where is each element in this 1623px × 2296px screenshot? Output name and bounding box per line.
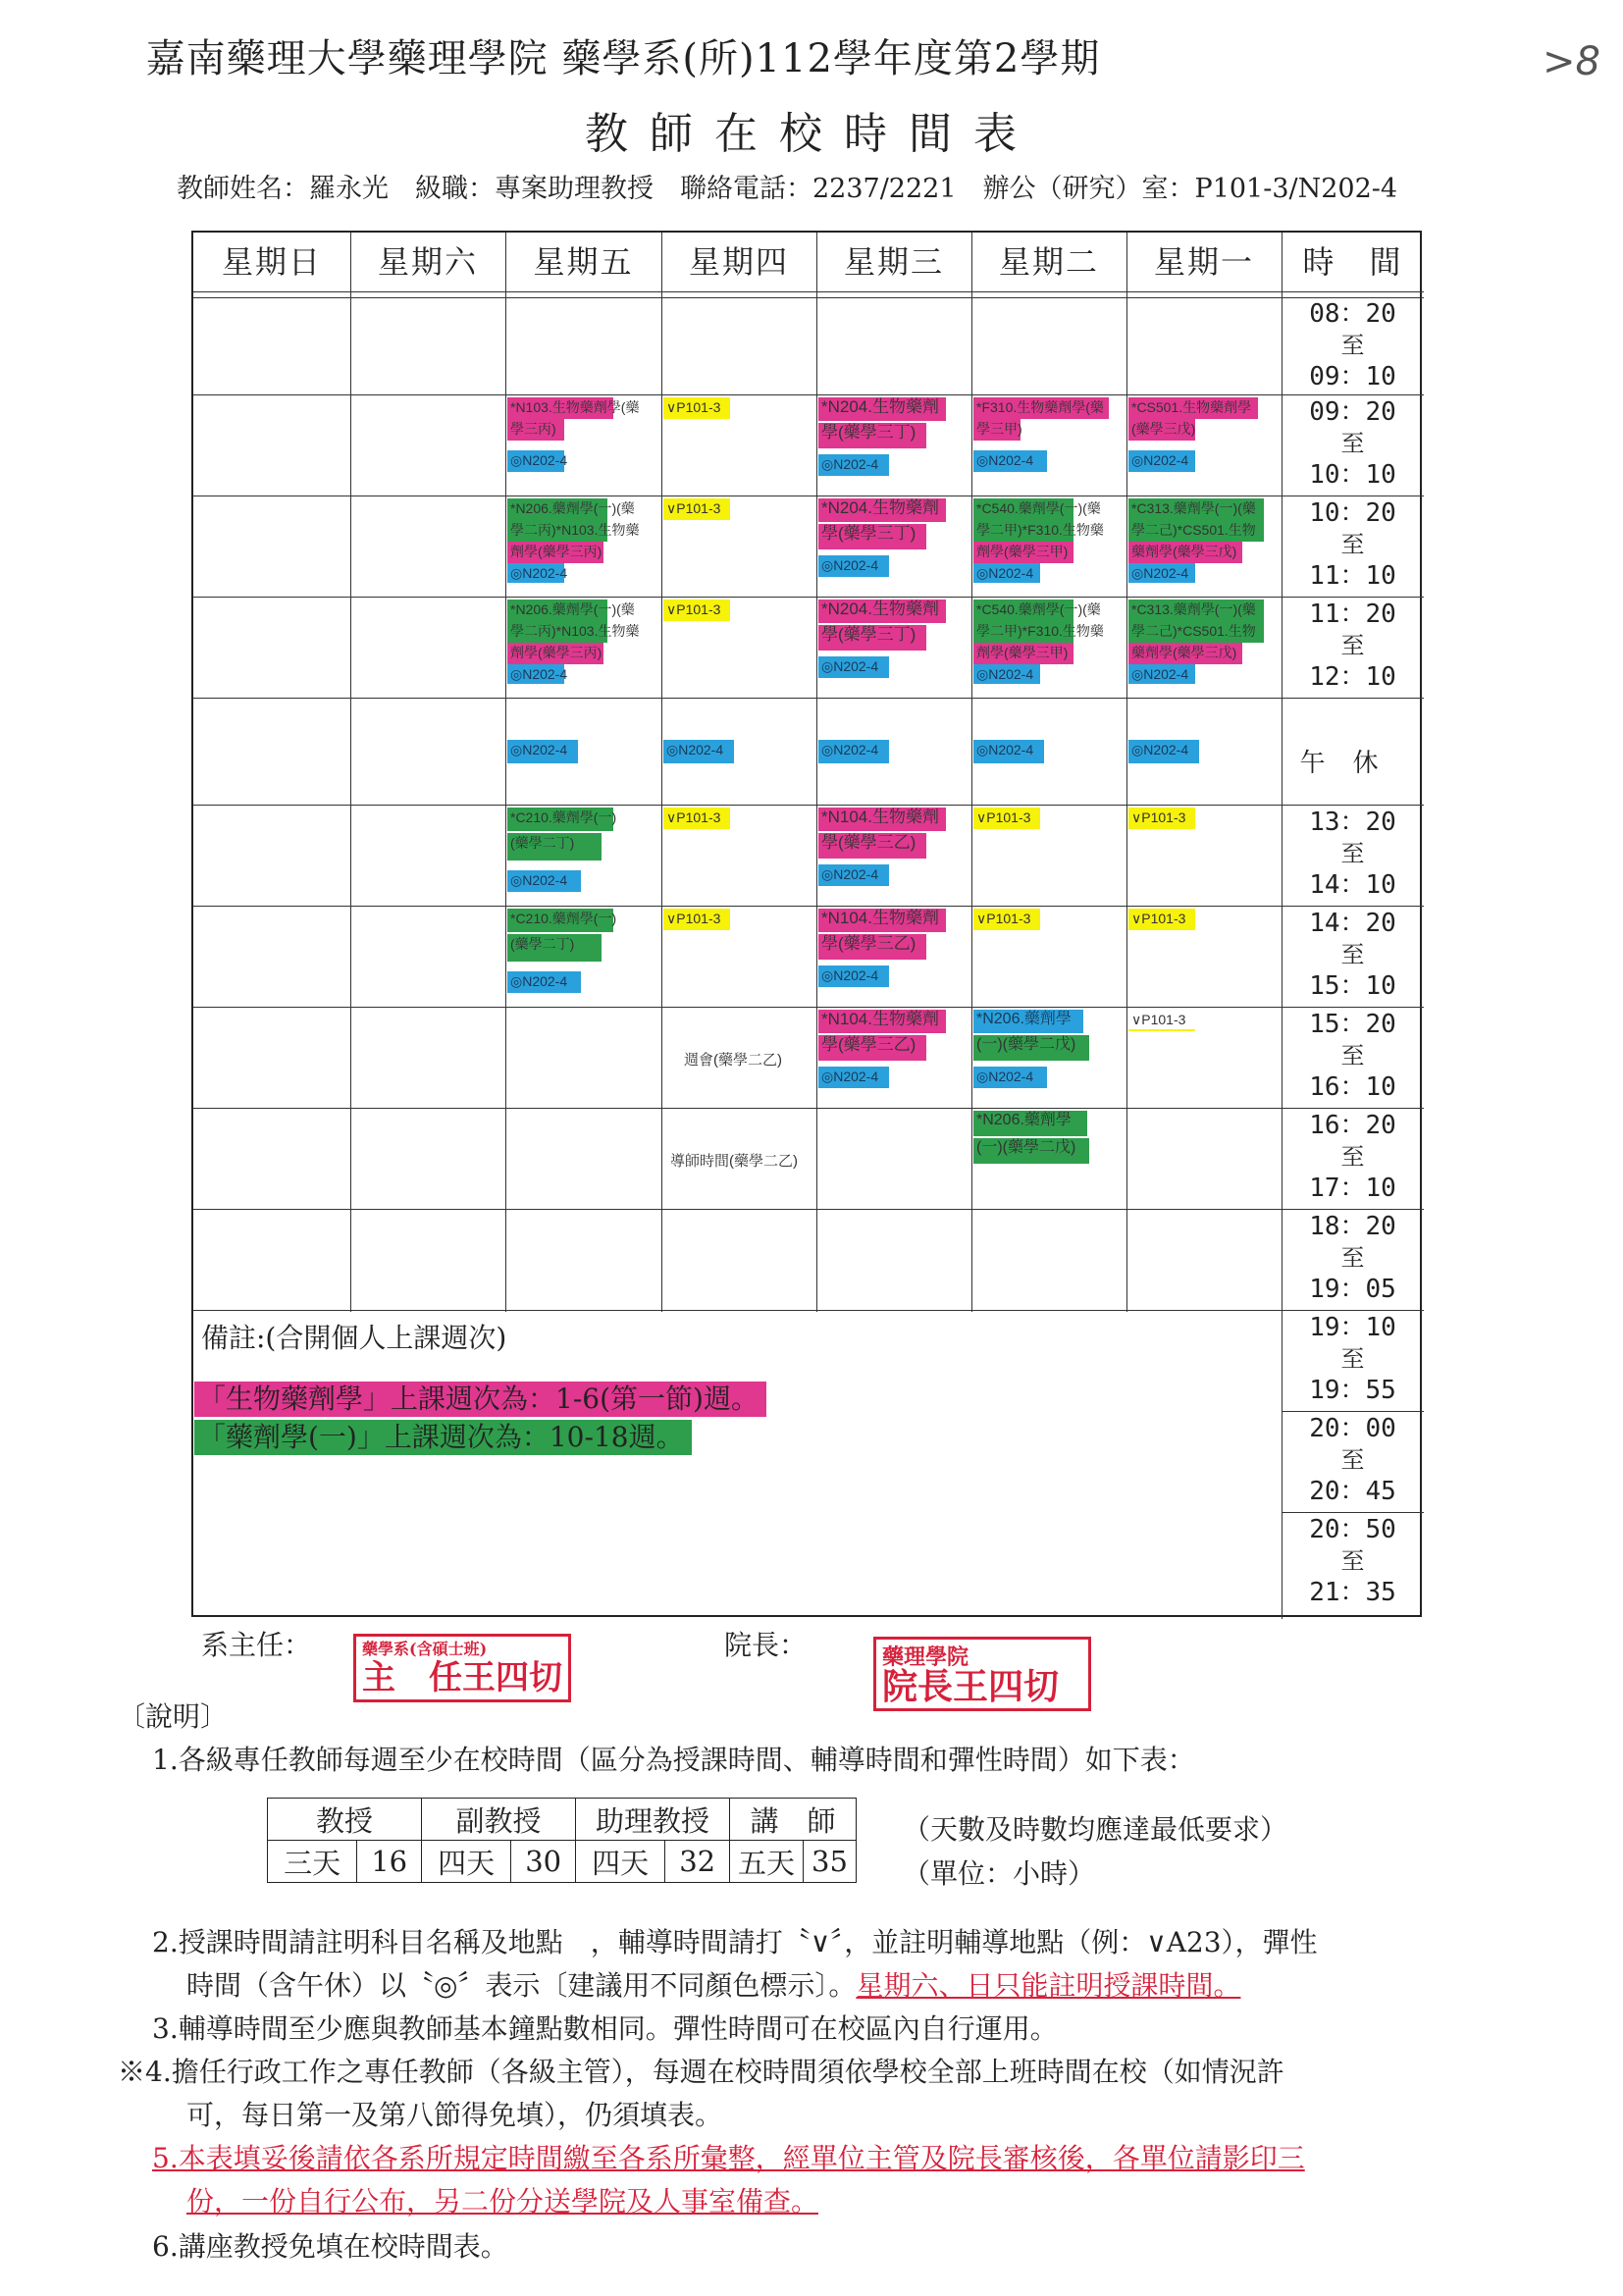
note-3: 3.輔導時間至少應與教師基本鐘點數相同。彈性時間可在校區內自行運用。 [152, 2012, 1058, 2045]
flex-time-cell: ◎N202-4 [507, 450, 564, 472]
course-cell: 劑學(藥學三甲) [973, 643, 1073, 664]
flex-time-cell: ◎N202-4 [1128, 563, 1195, 583]
course-cell: 藥劑學(藥學三戊) [1128, 643, 1242, 664]
flex-time-cell: ◎N202-4 [818, 555, 889, 577]
course-cell: 學二己)*CS501.生物 [1128, 520, 1264, 542]
remark-label: 備註:(合開個人上課週次) [201, 1322, 507, 1354]
course-cell: *N206.藥劑學(一)(藥 [507, 600, 607, 621]
flex-time-cell: ◎N202-4 [818, 740, 889, 763]
req-hours: 35 [804, 1841, 857, 1883]
course-cell: 學(藥學三乙) [818, 1035, 926, 1061]
course-cell: 學(藥學三丁) [818, 625, 926, 651]
course-cell: *N104.生物藥劑 [818, 1010, 946, 1033]
flex-time-cell: ◎N202-4 [1128, 664, 1195, 684]
time-slot: 11：20 至 12：10 [1309, 600, 1396, 692]
course-cell: (藥學三戊) [1128, 419, 1195, 441]
lunch-break-label: 午休 [1299, 749, 1406, 778]
course-cell: *N206.藥劑學 [973, 1111, 1087, 1136]
course-cell: *C210.藥劑學(一) [507, 808, 613, 831]
mentor-time: 導師時間(藥學二乙) [670, 1153, 798, 1170]
note-6: 6.講座教授免填在校時間表。 [152, 2230, 508, 2263]
weekly-meeting: 週會(藥學二乙) [684, 1052, 782, 1069]
course-cell: *N104.生物藥劑 [818, 808, 946, 831]
minimum-hours-table [267, 1798, 857, 1883]
remark-pharmaceutics-weeks: 「藥劑學(一)」上課週次為：10-18週。 [194, 1420, 692, 1455]
course-cell: *N204.生物藥劑 [818, 498, 946, 522]
flex-time-cell: ◎N202-4 [663, 740, 734, 763]
flex-time-cell: ◎N202-4 [973, 563, 1040, 583]
teacher-info: 教師姓名：羅永光 級職：專案助理教授 聯絡電話：2237/2221 辦公（研究）室：P101-3/N202-4 [177, 174, 1398, 204]
flex-time-cell: ◎N202-4 [818, 656, 889, 678]
req-header: 助理教授 [576, 1799, 730, 1841]
tutoring-cell: ∨P101-3 [1128, 1010, 1195, 1031]
tutoring-cell: ∨P101-3 [973, 909, 1040, 930]
course-cell: 學二甲)*F310.生物藥 [973, 621, 1073, 643]
time-slot: 13：20 至 14：10 [1309, 808, 1396, 900]
course-cell: *F310.生物藥劑學(藥 [973, 397, 1109, 419]
req-note-2: （單位：小時） [903, 1857, 1096, 1890]
note-2a: 2.授課時間請註明科目名稱及地點 ，輔導時間請打〝∨〞，並註明輔導地點（例：∨A23），彈性 [152, 1926, 1318, 1958]
course-cell: *N206.藥劑學(一)(藥 [507, 498, 607, 520]
course-cell: 學三丙) [507, 419, 564, 441]
dept-head-label: 系主任： [201, 1629, 312, 1661]
note-5b: 份，一份自行公布，另二份分送學院及人事室備查。 [186, 2185, 819, 2218]
course-cell: (藥學二丁) [507, 934, 602, 962]
tutoring-cell: ∨P101-3 [663, 808, 730, 829]
course-cell: 學三甲) [973, 419, 1021, 441]
note-4b: 可，每日第一及第八節得免填），仍須填表。 [186, 2099, 723, 2131]
document-title: 嘉南藥理大學藥理學院 藥學系(所)112學年度第2學期 [145, 36, 1101, 81]
course-cell: 學(藥學三丁) [818, 524, 926, 549]
dept-head-stamp: 藥學系(含碩士班) 主 任王四切 [353, 1634, 571, 1702]
course-cell: 學(藥學三乙) [818, 934, 926, 960]
tutoring-cell: ∨P101-3 [973, 808, 1040, 829]
header-sunday: 星期日 [221, 243, 322, 281]
dean-stamp: 藥理學院 院長王四切 [873, 1637, 1091, 1711]
header-saturday: 星期六 [377, 243, 478, 281]
course-cell: *N104.生物藥劑 [818, 909, 946, 932]
note-5a: 5.本表填妥後請依各系所規定時間繳至各系所彙整，經單位主管及院長審核後，各單位請影印三 [152, 2142, 1305, 2174]
course-cell: *N103.生物藥劑學(藥 [507, 397, 613, 419]
course-cell: 學(藥學三丁) [818, 423, 926, 448]
dean-label: 院長： [724, 1629, 808, 1661]
req-hours: 30 [511, 1841, 576, 1883]
flex-time-cell: ◎N202-4 [507, 870, 581, 892]
note-1: 1.各級專任教師每週至少在校時間（區分為授課時間、輔導時間和彈性時間）如下表： [152, 1744, 1195, 1776]
header-friday: 星期五 [533, 243, 634, 281]
flex-time-cell: ◎N202-4 [1128, 450, 1195, 472]
flex-time-cell: ◎N202-4 [507, 740, 578, 763]
time-slot: 08：20 至 09：10 [1309, 299, 1396, 391]
flex-time-cell: ◎N202-4 [818, 864, 889, 886]
req-days: 三天 [268, 1841, 357, 1883]
course-cell: *C313.藥劑學(一)(藥 [1128, 600, 1264, 621]
header-thursday: 星期四 [688, 243, 789, 281]
course-cell: *C313.藥劑學(一)(藥 [1128, 498, 1264, 520]
flex-time-cell: ◎N202-4 [973, 1067, 1047, 1088]
tutoring-cell: ∨P101-3 [663, 397, 730, 419]
time-slot: 19：10 至 19：55 [1309, 1313, 1396, 1405]
time-slot: 15：20 至 16：10 [1309, 1010, 1396, 1102]
time-slot: 09：20 至 10：10 [1309, 397, 1396, 490]
flex-time-cell: ◎N202-4 [818, 1067, 889, 1088]
flex-time-cell: ◎N202-4 [973, 664, 1040, 684]
document-subtitle: 教師在校時間表 [585, 109, 1038, 159]
header-wednesday: 星期三 [843, 243, 944, 281]
course-cell: 學二丙)*N103.生物藥 [507, 520, 607, 542]
flex-time-cell: ◎N202-4 [818, 965, 889, 987]
time-slot: 16：20 至 17：10 [1309, 1111, 1396, 1203]
flex-time-cell: ◎N202-4 [507, 971, 581, 993]
flex-time-cell: ◎N202-4 [507, 664, 564, 684]
header-time: 時 間 [1302, 243, 1403, 281]
course-cell: *N204.生物藥劑 [818, 397, 946, 421]
req-days: 四天 [422, 1841, 511, 1883]
tutoring-cell: ∨P101-3 [1128, 909, 1195, 930]
course-cell: 藥劑學(藥學三戊) [1128, 542, 1242, 563]
course-cell: *C540.藥劑學(一)(藥 [973, 600, 1073, 621]
course-cell: *C210.藥劑學(一) [507, 909, 613, 932]
course-cell: *CS501.生物藥劑學 [1128, 397, 1258, 419]
notes-heading: 〔說明〕 [118, 1700, 229, 1733]
flex-time-cell: ◎N202-4 [973, 740, 1044, 763]
flex-time-cell: ◎N202-4 [973, 450, 1047, 472]
flex-time-cell: ◎N202-4 [1128, 740, 1199, 763]
flex-time-cell: ◎N202-4 [507, 563, 564, 583]
note-4a: ※4.擔任行政工作之專任教師（各級主管），每週在校時間須依學校全部上班時間在校（如情況許 [118, 2056, 1284, 2088]
time-slot: 14：20 至 15：10 [1309, 909, 1396, 1001]
course-cell: *N204.生物藥劑 [818, 600, 946, 623]
time-slot: 10：20 至 11：10 [1309, 498, 1396, 591]
time-slot: 20：50 至 21：35 [1309, 1515, 1396, 1607]
course-cell: 劑學(藥學三甲) [973, 542, 1073, 563]
course-cell: 學二己)*CS501.生物 [1128, 621, 1264, 643]
req-days: 五天 [730, 1841, 804, 1883]
tutoring-cell: ∨P101-3 [663, 600, 730, 621]
course-cell: (一)(藥學二戊) [973, 1035, 1089, 1061]
page-mark: >8 [1543, 39, 1600, 84]
course-cell: 學二丙)*N103.生物藥 [507, 621, 607, 643]
course-cell: 學(藥學三乙) [818, 833, 926, 859]
course-cell: *N206.藥劑學 [973, 1010, 1083, 1033]
req-header: 講 師 [730, 1799, 857, 1841]
header-monday: 星期一 [1153, 243, 1254, 281]
req-note-1: （天數及時數均應達最低要求） [903, 1813, 1288, 1846]
course-cell: (一)(藥學二戊) [973, 1138, 1089, 1164]
course-cell: 劑學(藥學三丙) [507, 542, 603, 563]
flex-time-cell: ◎N202-4 [818, 454, 889, 476]
header-tuesday: 星期二 [998, 243, 1099, 281]
tutoring-cell: ∨P101-3 [663, 498, 730, 520]
tutoring-cell: ∨P101-3 [663, 909, 730, 930]
req-days: 四天 [576, 1841, 665, 1883]
req-header: 教授 [268, 1799, 422, 1841]
course-cell: (藥學二丁) [507, 833, 602, 861]
req-hours: 32 [665, 1841, 730, 1883]
time-slot: 18：20 至 19：05 [1309, 1212, 1396, 1304]
note-2b: 時間（含午休）以〝◎〞表示〔建議用不同顏色標示〕。星期六、日只能註明授課時間。 [186, 1969, 1241, 2002]
req-hours: 16 [357, 1841, 422, 1883]
course-cell: 學二甲)*F310.生物藥 [973, 520, 1073, 542]
time-slot: 20：00 至 20：45 [1309, 1414, 1396, 1506]
course-cell: 劑學(藥學三丙) [507, 643, 603, 664]
tutoring-cell: ∨P101-3 [1128, 808, 1195, 829]
req-header: 副教授 [422, 1799, 576, 1841]
course-cell: *C540.藥劑學(一)(藥 [973, 498, 1073, 520]
remark-biopharmaceutics-weeks: 「生物藥劑學」上課週次為：1-6(第一節)週。 [194, 1382, 766, 1417]
